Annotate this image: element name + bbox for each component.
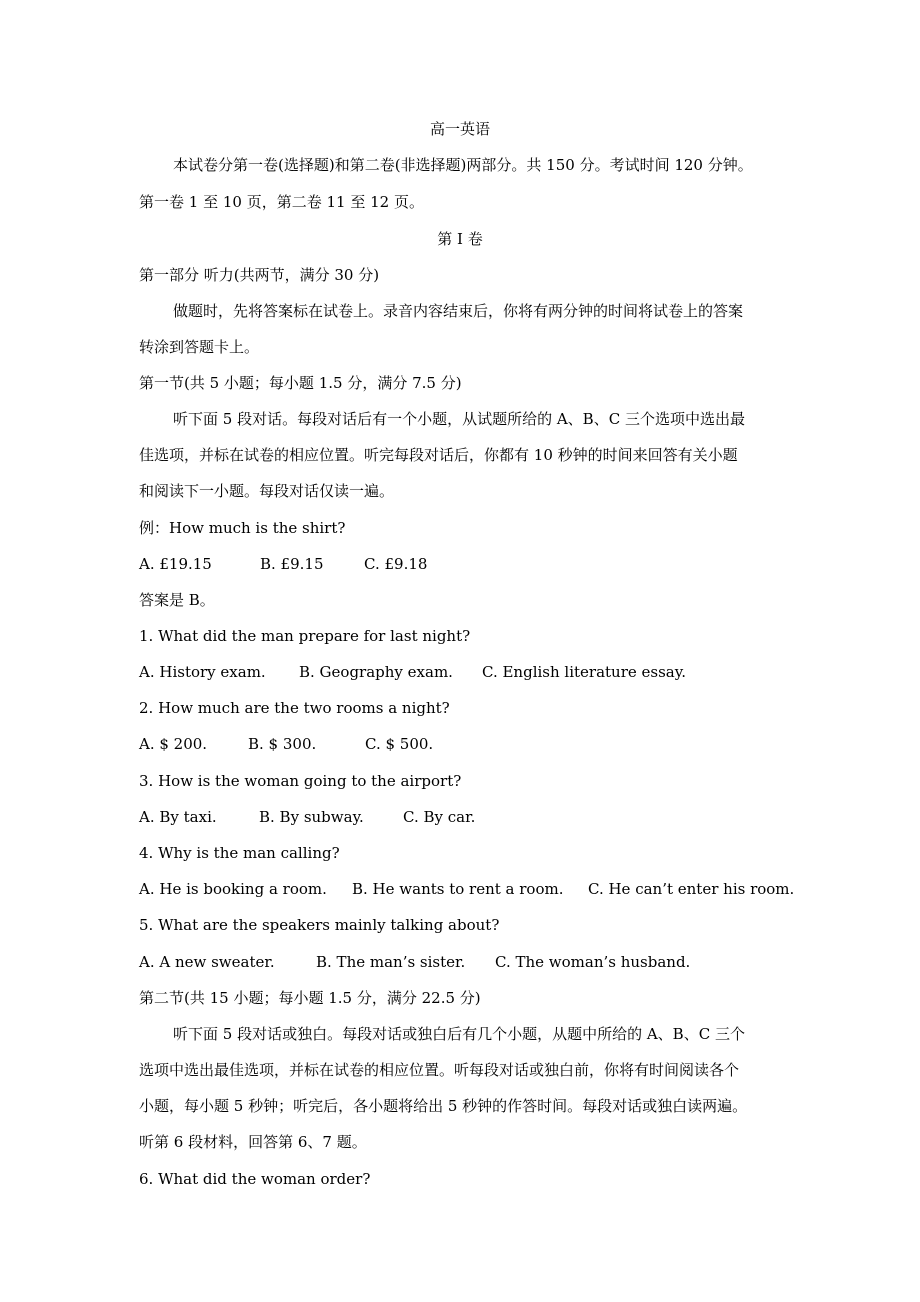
q5-option-b: B. The man’s sister. xyxy=(316,953,466,971)
q5-option-c: C. The woman’s husband. xyxy=(495,953,691,971)
intro-line-2: 第一卷 1 至 10 页，第二卷 11 至 12 页。 xyxy=(139,193,424,211)
part1-instruction-2: 转涂到答题卡上。 xyxy=(139,338,260,356)
q4-option-a: A. He is booking a room. xyxy=(139,880,327,898)
section1-instruction-2: 佳选项，并标在试卷的相应位置。听完每段对话后，你都有 10 秒钟的时间来回答有关小题 xyxy=(139,446,738,464)
section2-instruction-2: 选项中选出最佳选项，并标在试卷的相应位置。听每段对话或独白前，你将有时间阅读各个 xyxy=(139,1061,740,1079)
question-5: 5. What are the speakers mainly talking about? xyxy=(139,916,500,934)
question-3: 3. How is the woman going to the airport? xyxy=(139,772,462,790)
q3-option-c: C. By car. xyxy=(403,808,476,826)
volume-title: 第 I 卷 xyxy=(437,230,483,248)
section1-instruction-3: 和阅读下一小题。每段对话仅读一遍。 xyxy=(139,482,395,500)
page-title: 高一英语 xyxy=(429,120,490,138)
q1-option-b: B. Geography exam. xyxy=(299,663,453,681)
example-option-a: A. £19.15 xyxy=(139,555,212,573)
example-question: 例：How much is the shirt? xyxy=(139,519,346,537)
part1-instruction-1: 做题时，先将答案标在试卷上。录音内容结束后，你将有两分钟的时间将试卷上的答案 xyxy=(173,302,744,320)
intro-line-1: 本试卷分第一卷(选择题)和第二卷(非选择题)两部分。共 150 分。考试时间 120 分钟。 xyxy=(173,156,753,174)
example-answer: 答案是 B。 xyxy=(139,591,215,609)
question-2: 2. How much are the two rooms a night? xyxy=(139,699,450,717)
part1-heading: 第一部分 听力(共两节，满分 30 分) xyxy=(139,266,380,284)
section2-heading: 第二节(共 15 小题；每小题 1.5 分，满分 22.5 分) xyxy=(139,989,481,1007)
q1-option-c: C. English literature essay. xyxy=(482,663,686,681)
section1-heading: 第一节(共 5 小题；每小题 1.5 分，满分 7.5 分) xyxy=(139,374,462,392)
section1-instruction-1: 听下面 5 段对话。每段对话后有一个小题，从试题所给的 A、B、C 三个选项中选出最 xyxy=(173,410,745,428)
q4-option-b: B. He wants to rent a room. xyxy=(352,880,564,898)
question-6: 6. What did the woman order? xyxy=(139,1170,371,1188)
q3-option-b: B. By subway. xyxy=(259,808,364,826)
section2-instruction-1: 听下面 5 段对话或独白。每段对话或独白后有几个小题，从题中所给的 A、B、C 三个 xyxy=(173,1025,745,1043)
q3-option-a: A. By taxi. xyxy=(139,808,217,826)
q5-option-a: A. A new sweater. xyxy=(139,953,275,971)
example-option-c: C. £9.18 xyxy=(364,555,428,573)
example-option-b: B. £9.15 xyxy=(260,555,324,573)
q2-option-c: C. $ 500. xyxy=(365,735,434,753)
q2-option-a: A. $ 200. xyxy=(139,735,208,753)
q2-option-b: B. $ 300. xyxy=(248,735,317,753)
section2-instruction-3: 小题，每小题 5 秒钟；听完后，各小题将给出 5 秒钟的作答时间。每段对话或独白读两遍。 xyxy=(139,1097,748,1115)
question-1: 1. What did the man prepare for last night? xyxy=(139,627,471,645)
material-note: 听第 6 段材料，回答第 6、7 题。 xyxy=(139,1133,367,1151)
question-4: 4. Why is the man calling? xyxy=(139,844,340,862)
q1-option-a: A. History exam. xyxy=(139,663,266,681)
q4-option-c: C. He can’t enter his room. xyxy=(588,880,795,898)
